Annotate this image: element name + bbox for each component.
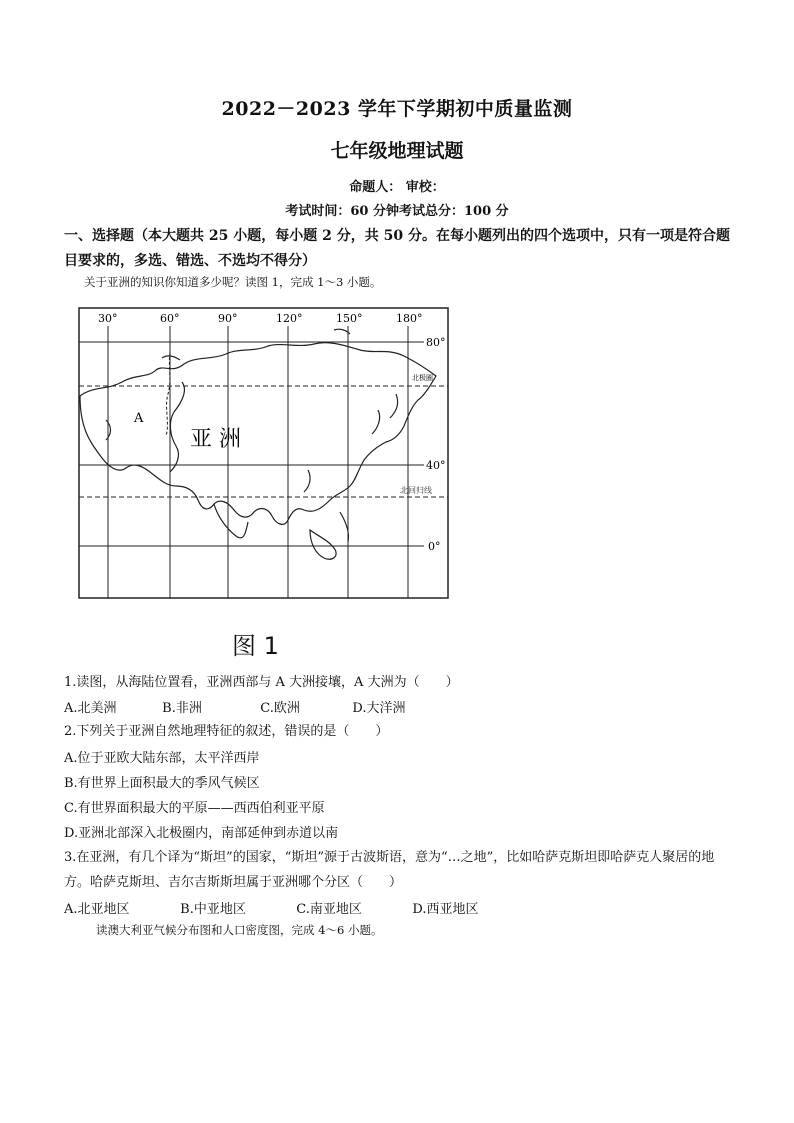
map-frame bbox=[79, 308, 448, 598]
group-intro-2: 读澳大利亚气候分布图和人口密度图，完成 4～6 小题。 bbox=[96, 923, 383, 937]
option[interactable]: C.南亚地区 bbox=[296, 902, 362, 917]
option[interactable]: C.欧洲 bbox=[260, 701, 300, 716]
question-3-stem: 3.在亚洲，有几个译为“斯坦”的国家，“斯坦”源于古波斯语，意为“…之地”，比如哈萨克斯坦即哈萨克人聚居的地方。哈萨克斯坦、吉尔吉斯斯坦属于亚洲哪个分区（ ） bbox=[64, 850, 715, 890]
question-3-options bbox=[64, 898, 479, 917]
option[interactable]: B.非洲 bbox=[162, 701, 202, 716]
question-2-stem: 2.下列关于亚洲自然地理特征的叙述，错误的是（ ） bbox=[64, 724, 389, 739]
option[interactable]: B.中亚地区 bbox=[180, 902, 246, 917]
option[interactable]: D.亚洲北部深入北极圈内，南部延伸到赤道以南 bbox=[64, 826, 339, 841]
asia-europe-boundary bbox=[166, 352, 170, 436]
point-a-label: A bbox=[134, 411, 144, 426]
section-heading: 一、选择题（本大题共 25 小题，每小题 2 分，共 50 分。在每小题列出的四个选项中，只有一项是符合题目要求的，多选、错选、不选均不得分） bbox=[64, 228, 730, 269]
question-1-stem: 1.读图，从海陆位置看，亚洲西部与 A 大洲接壤，A 大洲为（ ） bbox=[64, 675, 459, 690]
lon-label: 90° bbox=[218, 312, 238, 325]
lat-label: 40° bbox=[426, 459, 446, 472]
tropic-label: 北回归线 bbox=[400, 486, 432, 495]
option[interactable]: D.大洋洲 bbox=[352, 701, 406, 716]
question-1-options bbox=[64, 697, 406, 716]
option[interactable]: B.有世界上面积最大的季风气候区 bbox=[64, 776, 260, 791]
exam-title: 2022－2023 学年下学期初中质量监测 bbox=[221, 98, 573, 120]
special-parallels bbox=[79, 386, 448, 497]
group-intro-1: 关于亚洲的知识你知道多少呢？读图 1，完成 1～3 小题。 bbox=[84, 275, 382, 289]
lat-label: 80° bbox=[426, 336, 446, 349]
exam-subtitle: 七年级地理试题 bbox=[330, 140, 464, 162]
lon-label: 60° bbox=[160, 312, 180, 325]
lon-label: 30° bbox=[98, 312, 118, 325]
asia-map bbox=[78, 300, 450, 600]
figure-caption: 图 1 bbox=[232, 632, 279, 660]
coastline bbox=[80, 329, 436, 559]
authors-line: 命题人： 审校： bbox=[349, 180, 445, 195]
arctic-circle-label: 北极圈 bbox=[412, 374, 433, 382]
lon-label: 180° bbox=[396, 312, 423, 325]
lon-label: 150° bbox=[336, 312, 363, 325]
lon-label: 120° bbox=[276, 312, 303, 325]
option[interactable]: A.北亚地区 bbox=[64, 902, 130, 917]
lat-label: 0° bbox=[428, 540, 441, 553]
region-label: 亚 洲 bbox=[190, 427, 241, 452]
option[interactable]: A.北美洲 bbox=[64, 701, 117, 716]
option[interactable]: D.西亚地区 bbox=[412, 902, 479, 917]
option[interactable]: A.位于亚欧大陆东部，太平洋西岸 bbox=[64, 751, 260, 766]
exam-info: 考试时间：60 分钟考试总分：100 分 bbox=[285, 204, 509, 219]
option[interactable]: C.有世界面积最大的平原——西西伯利亚平原 bbox=[64, 801, 325, 816]
